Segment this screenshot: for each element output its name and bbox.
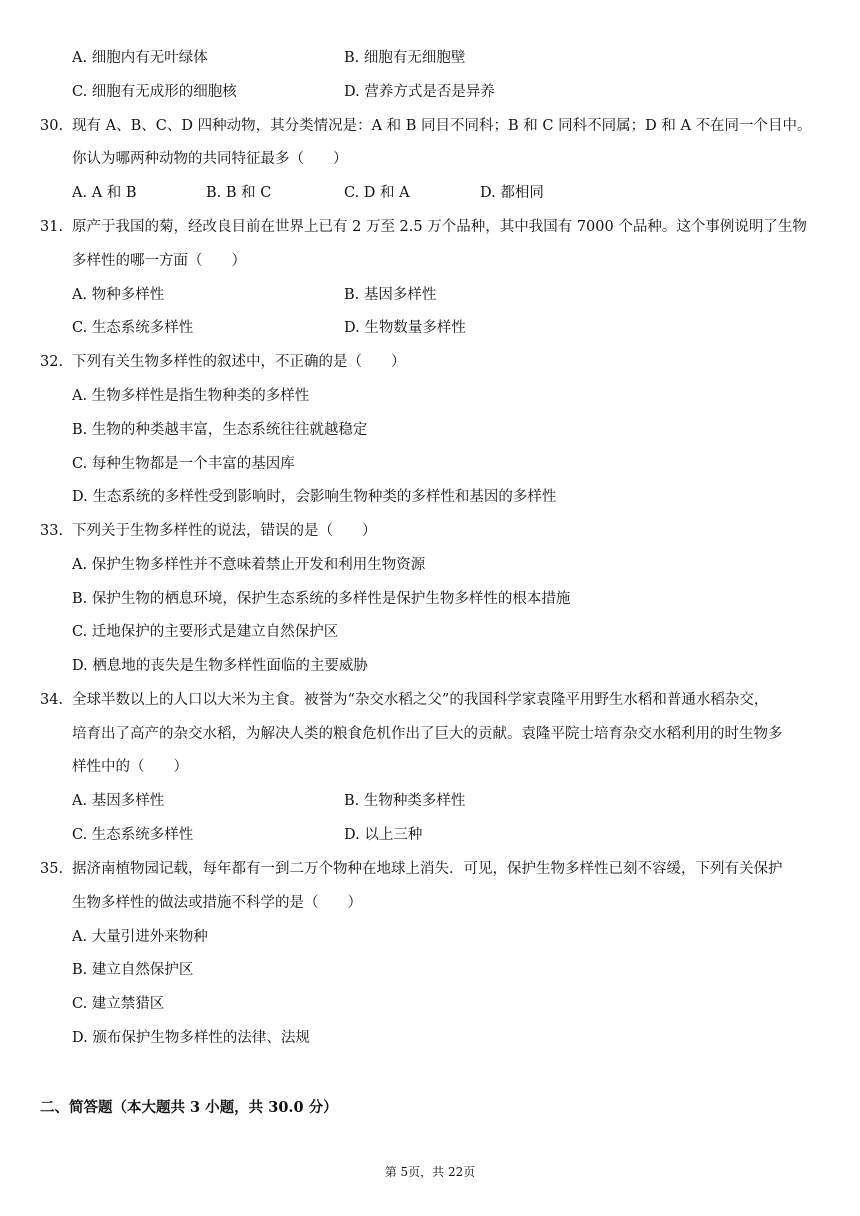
option-d: D. 生物数量多样性 [344, 320, 466, 336]
option-a: A. 物种多样性 [72, 287, 165, 303]
option-b: B. 保护生物的栖息环境，保护生态系统的多样性是保护生物多样性的根本措施 [72, 591, 571, 607]
section-title: 二、简答题（本大题共 3 小题，共 30.0 分） [40, 1099, 338, 1116]
option-d: D. 栖息地的丧失是生物多样性面临的主要威胁 [72, 658, 368, 674]
question-text: 培育出了高产的杂交水稻，为解决人类的粮食危机作出了巨大的贡献。袁隆平院士培育杂交水稻利用的时生物多 [72, 726, 783, 742]
option-d: D. 颁布保护生物多样性的法律、法规 [72, 1030, 310, 1046]
option-c: C. 每种生物都是一个丰富的基因库 [72, 456, 295, 472]
prev-option-d: D. 营养方式是否是异养 [344, 84, 495, 100]
option-d: D. 以上三种 [344, 827, 423, 843]
question-text: 原产于我国的菊，经改良目前在世界上已有 2 万至 2.5 万个品种，其中我国有 7000 个品种。这个事例说明了生物 [72, 219, 807, 235]
option-b: B. 生物的种类越丰富，生态系统往往就越稳定 [72, 422, 368, 438]
question-number: 31. [40, 219, 64, 235]
question-text: 你认为哪两种动物的共同特征最多（ ） [72, 151, 348, 167]
option-a: A. 大量引进外来物种 [72, 929, 208, 945]
option-c: C. 迁地保护的主要形式是建立自然保护区 [72, 624, 339, 640]
option-a: A. 生物多样性是指生物种类的多样性 [72, 388, 310, 404]
prev-option-a: A. 细胞内有无叶绿体 [72, 50, 208, 66]
option-b: B. 生物种类多样性 [344, 793, 466, 809]
question-text: 下列有关生物多样性的叙述中，不正确的是（ ） [72, 354, 406, 370]
option-c: C. 生态系统多样性 [72, 827, 194, 843]
option-c: C. D 和 A [344, 185, 410, 201]
prev-option-b: B. 细胞有无细胞壁 [344, 50, 466, 66]
question-text: 现有 A、B、C、D 四种动物，其分类情况是：A 和 B 同目不同科；B 和 C 同科不同属；D 和 A 不在同一个目中。 [72, 118, 812, 134]
question-number: 34. [40, 692, 64, 708]
question-text: 全球半数以上的人口以大米为主食。被誉为“杂交水稻之父”的我国科学家袁隆平用野生水稻和普通水稻杂交， [72, 692, 769, 708]
option-c: C. 生态系统多样性 [72, 320, 194, 336]
question-text: 生物多样性的做法或措施不科学的是（ ） [72, 895, 362, 911]
option-a: A. 保护生物多样性并不意味着禁止开发和利用生物资源 [72, 557, 426, 573]
option-c: C. 建立禁猎区 [72, 996, 165, 1012]
question-text: 下列关于生物多样性的说法，错误的是（ ） [72, 523, 377, 539]
question-text: 多样性的哪一方面（ ） [72, 253, 246, 269]
question-number: 30. [40, 118, 64, 134]
prev-option-c: C. 细胞有无成形的细胞核 [72, 84, 237, 100]
option-d: D. 生态系统的多样性受到影响时，会影响生物种类的多样性和基因的多样性 [72, 489, 557, 505]
question-text: 样性中的（ ） [72, 759, 188, 775]
option-d: D. 都相同 [480, 185, 544, 201]
option-b: B. 建立自然保护区 [72, 962, 194, 978]
question-text: 据济南植物园记载，每年都有一到二万个物种在地球上消失．可见，保护生物多样性已刻不容缓，下列有关保护 [72, 861, 783, 877]
option-b: B. B 和 C [206, 185, 272, 201]
question-number: 35. [40, 861, 64, 877]
question-number: 33. [40, 523, 64, 539]
option-a: A. A 和 B [72, 185, 137, 201]
question-number: 32. [40, 354, 64, 370]
option-b: B. 基因多样性 [344, 287, 437, 303]
option-a: A. 基因多样性 [72, 793, 165, 809]
page-footer: 第 5页，共 22页 [384, 1165, 476, 1179]
